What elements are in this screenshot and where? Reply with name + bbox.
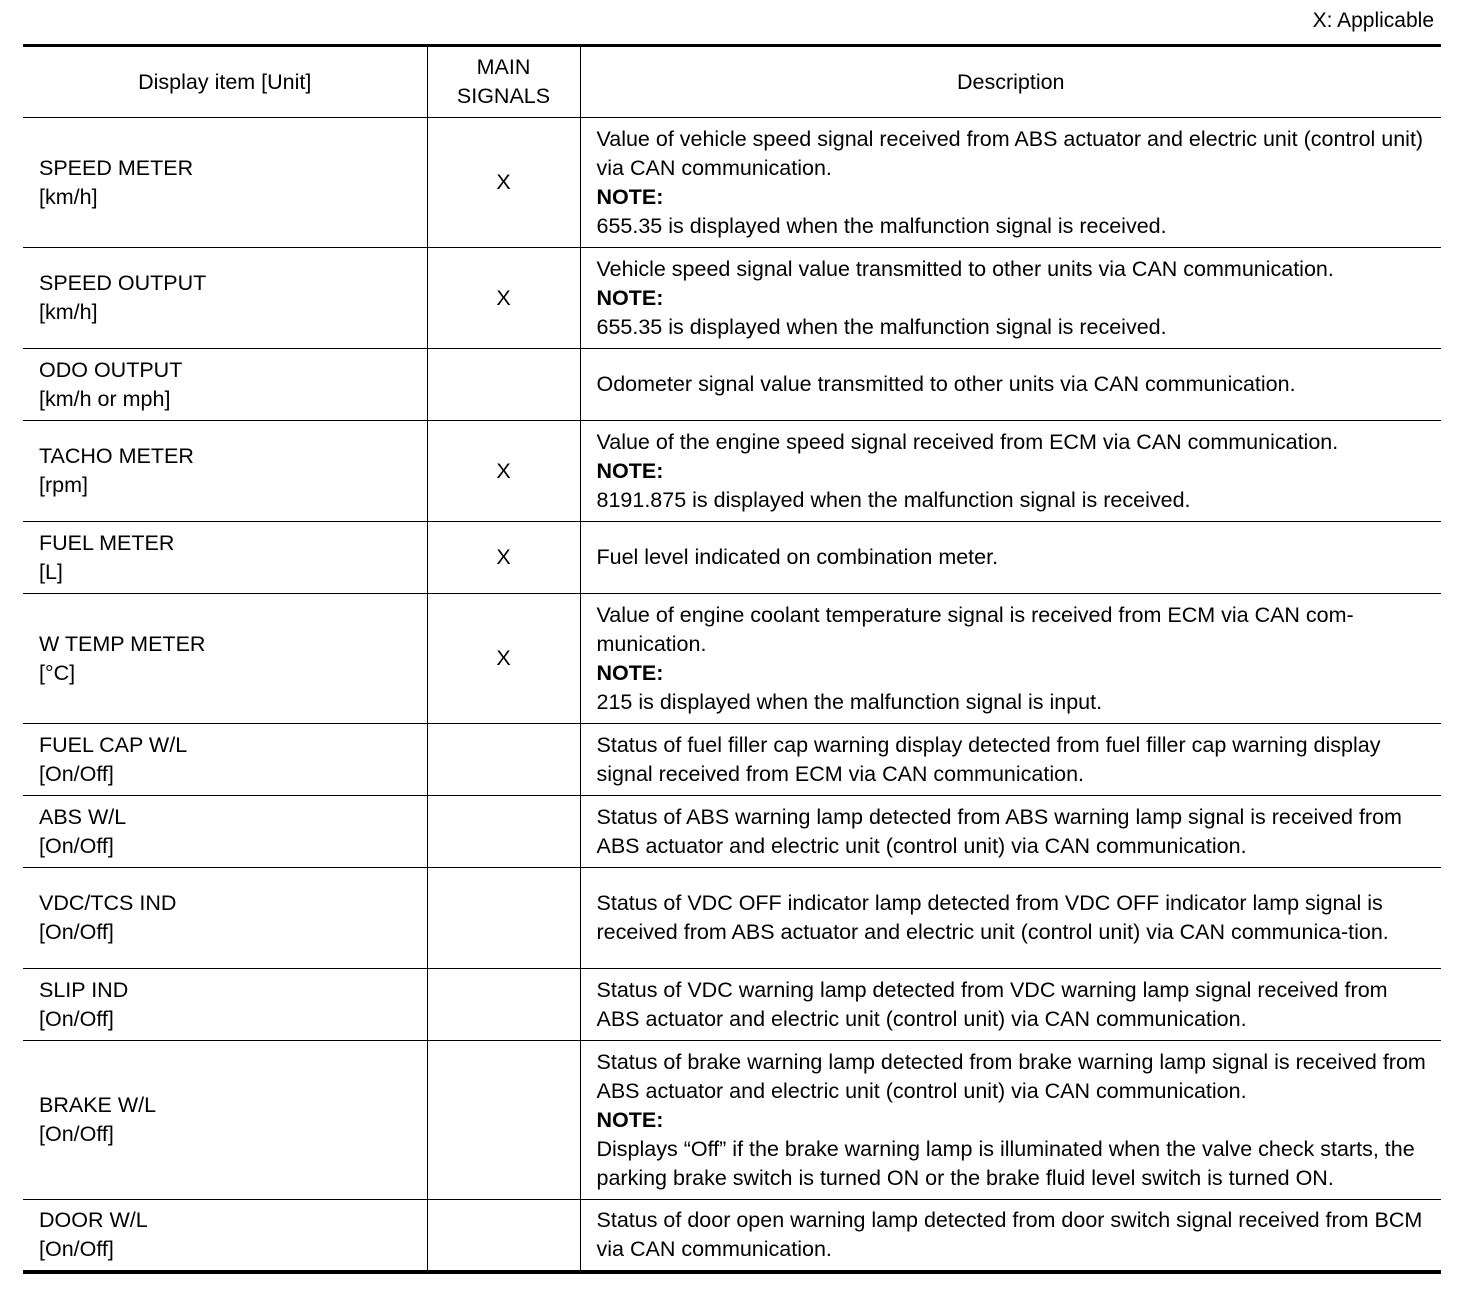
note-text: Displays “Off” if the brake warning lamp is illuminated when the valve check starts, the parking brake switch is turned ON or the brake fluid level switch is turned ON. — [596, 1136, 1415, 1190]
display-item-name: ABS W/L — [39, 804, 127, 829]
description-text: Value of the engine speed signal received from ECM via CAN communication. — [596, 429, 1339, 454]
table-row — [23, 969, 1441, 1041]
main-signal-cell — [427, 724, 580, 796]
table-row — [23, 868, 1441, 969]
table-row — [23, 248, 1441, 349]
note-text: 8191.875 is displayed when the malfunction signal is received. — [596, 487, 1191, 512]
display-item-cell — [23, 522, 427, 594]
description-text: Value of vehicle speed signal received from ABS actuator and electric unit (control unit) via CAN communication. — [596, 126, 1424, 180]
display-item-name: SPEED OUTPUT — [39, 271, 207, 295]
table-body — [23, 118, 1441, 1272]
table-row — [23, 724, 1441, 796]
table-row — [23, 421, 1441, 522]
display-item-name: W TEMP METER — [39, 631, 206, 656]
display-item-table — [23, 44, 1441, 1274]
display-item-unit: [On/Off] — [39, 1006, 114, 1031]
display-item-unit: [°C] — [39, 660, 76, 685]
column-header-description: Description — [580, 46, 1441, 118]
display-item-name: FUEL CAP W/L — [39, 732, 188, 757]
display-item-unit: [km/h] — [39, 184, 98, 209]
description-cell — [580, 1200, 1441, 1272]
table-row — [23, 349, 1441, 421]
display-item-cell — [23, 594, 427, 724]
display-item-name: ODO OUTPUT — [39, 357, 183, 382]
display-item-name: BRAKE W/L — [39, 1093, 157, 1117]
table-row — [23, 522, 1441, 594]
main-signal-cell: X — [427, 118, 580, 248]
table-row — [23, 594, 1441, 724]
description-text: Vehicle speed signal value transmitted to other units via CAN communication. — [596, 256, 1334, 281]
description-cell — [580, 248, 1441, 349]
display-item-cell — [23, 868, 427, 969]
column-header-display-item: Display item [Unit] — [23, 46, 427, 118]
display-item-unit: [On/Off] — [39, 833, 114, 858]
note-label: NOTE: — [596, 184, 664, 209]
description-cell — [580, 118, 1441, 248]
display-item-cell — [23, 1200, 427, 1272]
note-label: NOTE: — [596, 1107, 664, 1132]
display-item-unit: [km/h] — [39, 300, 98, 324]
description-text: Status of VDC warning lamp detected from VDC warning lamp signal received from ABS actuator and electric unit (control unit) via CAN communication. — [596, 977, 1388, 1031]
description-text: Fuel level indicated on combination meter. — [596, 545, 999, 569]
note-label: NOTE: — [596, 660, 664, 685]
display-item-unit: [rpm] — [39, 473, 88, 497]
description-cell — [580, 868, 1441, 969]
display-item-name: SPEED METER — [39, 155, 194, 180]
description-text: Status of fuel filler cap warning display detected from fuel filler cap warning display signal received from ECM via CAN communication. — [596, 732, 1381, 786]
display-item-cell — [23, 349, 427, 421]
main-signal-cell — [427, 1041, 580, 1200]
description-text: Value of engine coolant temperature signal is received from ECM via CAN com-munication. — [596, 602, 1354, 656]
display-item-cell — [23, 1041, 427, 1200]
display-item-name: VDC/TCS IND — [39, 891, 177, 915]
display-item-cell — [23, 724, 427, 796]
description-cell — [580, 796, 1441, 868]
display-item-cell — [23, 969, 427, 1041]
description-cell — [580, 522, 1441, 594]
table-row — [23, 1041, 1441, 1200]
display-item-name: SLIP IND — [39, 977, 129, 1002]
description-cell — [580, 349, 1441, 421]
main-signal-cell — [427, 1200, 580, 1272]
main-signal-cell: X — [427, 248, 580, 349]
display-item-name: TACHO METER — [39, 444, 194, 468]
applicable-legend: X: Applicable — [1312, 9, 1434, 32]
display-item-cell — [23, 118, 427, 248]
note-label: NOTE: — [596, 285, 664, 310]
table-header-row — [23, 46, 1441, 118]
table-row — [23, 118, 1441, 248]
display-item-cell — [23, 421, 427, 522]
main-signal-cell — [427, 969, 580, 1041]
main-signal-cell — [427, 349, 580, 421]
display-item-unit: [On/Off] — [39, 1236, 114, 1261]
column-header-main-signals — [427, 46, 580, 118]
description-text: Status of door open warning lamp detected from door switch signal received from BCM via CAN communication. — [596, 1207, 1423, 1261]
display-item-unit: [On/Off] — [39, 761, 114, 786]
description-text: Odometer signal value transmitted to other units via CAN communication. — [596, 372, 1296, 396]
description-cell — [580, 969, 1441, 1041]
main-signal-cell: X — [427, 594, 580, 724]
display-item-name: DOOR W/L — [39, 1207, 148, 1232]
note-text: 655.35 is displayed when the malfunction signal is received. — [596, 314, 1167, 339]
description-cell — [580, 1041, 1441, 1200]
main-signal-cell: X — [427, 421, 580, 522]
display-item-cell — [23, 796, 427, 868]
note-label: NOTE: — [596, 458, 664, 483]
description-cell — [580, 724, 1441, 796]
note-text: 655.35 is displayed when the malfunction signal is received. — [596, 213, 1167, 238]
column-header-main-line2: SIGNALS — [456, 84, 551, 108]
main-signal-cell: X — [427, 522, 580, 594]
table-row — [23, 796, 1441, 868]
description-cell — [580, 421, 1441, 522]
description-text: Status of brake warning lamp detected from brake warning lamp signal is received from ABS actuator and electric unit (control unit) via CAN communication. — [596, 1049, 1426, 1103]
main-signal-cell — [427, 796, 580, 868]
display-item-name: FUEL METER — [39, 530, 175, 555]
description-cell — [580, 594, 1441, 724]
column-header-main-line1: MAIN — [476, 55, 531, 79]
display-item-unit: [On/Off] — [39, 920, 114, 944]
note-text: 215 is displayed when the malfunction signal is input. — [596, 689, 1103, 714]
display-item-unit: [L] — [39, 559, 63, 584]
display-item-unit: [On/Off] — [39, 1122, 114, 1146]
main-signal-cell — [427, 868, 580, 969]
display-item-cell — [23, 248, 427, 349]
description-text: Status of VDC OFF indicator lamp detected from VDC OFF indicator lamp signal is received from ABS actuator and electric unit (control unit) via CAN communica-tion. — [596, 891, 1389, 944]
display-item-unit: [km/h or mph] — [39, 386, 171, 411]
description-text: Status of ABS warning lamp detected from ABS warning lamp signal is received from ABS actuator and electric unit (control unit) via CAN communication. — [596, 804, 1402, 858]
table-row — [23, 1200, 1441, 1272]
